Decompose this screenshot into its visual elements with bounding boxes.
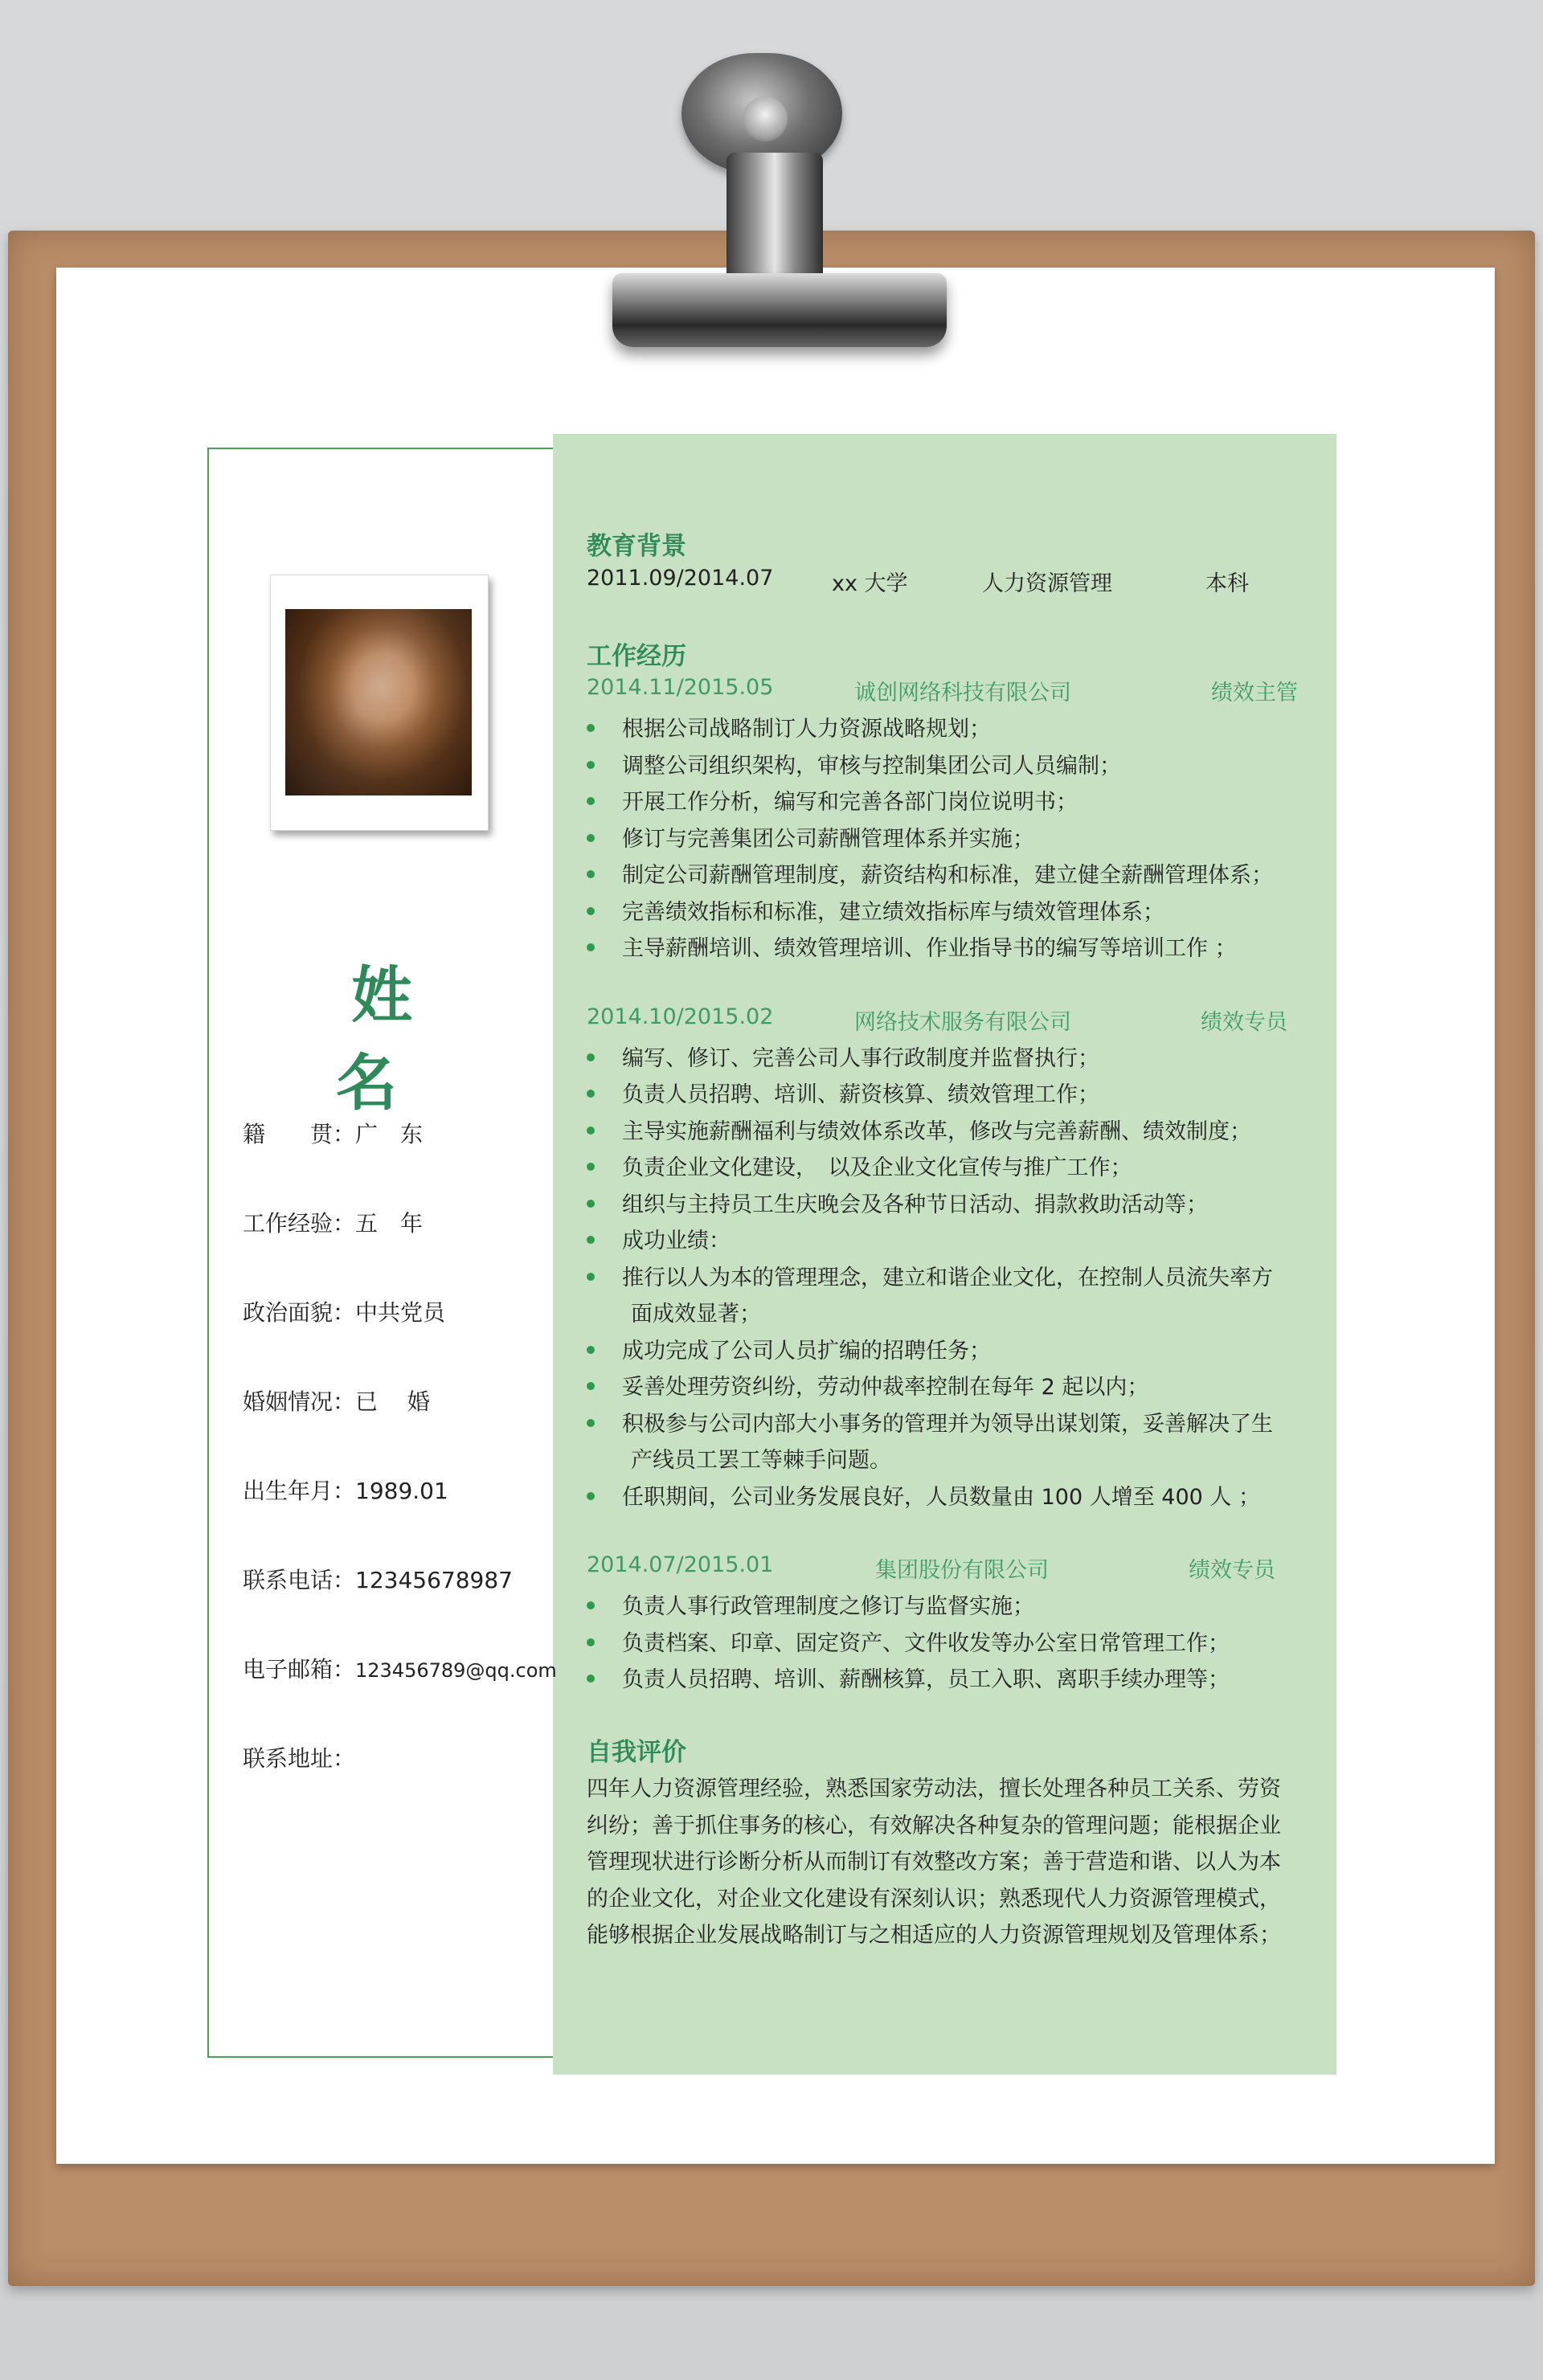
job-duty-item: 编写、修订、完善公司人事行政制度并监督执行；	[587, 1041, 1099, 1072]
job-position: 绩效专员	[1189, 1558, 1275, 1583]
education-major: 人力资源管理	[982, 571, 1112, 596]
education-school: xx 大学	[832, 571, 908, 596]
info-value: 中共党员	[355, 1299, 446, 1326]
info-label: 出生年月：	[243, 1478, 356, 1504]
work-title: 工作经历	[587, 642, 686, 671]
job-position: 绩效专员	[1201, 1010, 1287, 1035]
job-duty-item: 妥善处理劳资纠纷，劳动仲裁率控制在每年 2 起以内；	[587, 1369, 1148, 1401]
job-duty-item: 完善绩效指标和标准，建立绩效指标库与绩效管理体系；	[587, 894, 1164, 926]
job-duty-item: 积极参与公司内部大小事务的管理并为领导出谋划策，妥善解决了生	[587, 1406, 1273, 1437]
job-duty-item: 根据公司战略制订人力资源战略规划；	[587, 711, 991, 742]
info-label: 电子邮箱：	[243, 1656, 356, 1683]
job-period: 2014.11/2015.05	[587, 675, 774, 700]
job-duty-item: 调整公司组织架构，审核与控制集团公司人员编制；	[587, 748, 1121, 779]
job-duty-item: 推行以人为本的管理理念，建立和谐企业文化，在控制人员流失率方	[587, 1260, 1273, 1291]
info-row-email	[243, 1652, 557, 1684]
candidate-name: 姓 名	[336, 959, 443, 1118]
self-evaluation-line: 四年人力资源管理经验，熟悉国家劳动法，擅长处理各种员工关系、劳资	[587, 1777, 1281, 1801]
info-label: 籍 贯：	[243, 1121, 356, 1147]
job-duty-item: 任职期间，公司业务发展良好，人员数量由 100 人增至 400 人 ；	[587, 1479, 1260, 1511]
self-evaluation-line: 的企业文化，对企业文化建设有深刻认识；熟悉现代人力资源管理模式，	[587, 1887, 1281, 1912]
profile-photo	[285, 609, 472, 795]
job-duty-item: 负责人员招聘、培训、薪资核算、绩效管理工作；	[587, 1077, 1099, 1108]
job-period: 2014.10/2015.02	[587, 1004, 774, 1029]
info-value: 五 年	[355, 1210, 424, 1237]
info-label: 婚姻情况：	[243, 1388, 356, 1415]
info-value: 1989.01	[355, 1478, 448, 1504]
info-label: 联系地址：	[243, 1745, 356, 1772]
self-evaluation-line: 纠纷；善于抓住事务的核心，有效解决各种复杂的管理问题；能根据企业	[587, 1814, 1281, 1838]
info-value: 已 婚	[355, 1388, 430, 1415]
profile-photo-frame	[270, 575, 489, 831]
job-duty-item: 主导薪酬培训、绩效管理培训、作业指导书的编写等培训工作 ；	[587, 930, 1237, 962]
job-duty-item: 成功完成了公司人员扩编的招聘任务；	[587, 1333, 991, 1364]
info-row-political	[243, 1295, 445, 1327]
info-value: 12345678987	[355, 1567, 513, 1593]
info-label: 工作经验：	[243, 1210, 356, 1237]
binder-clip-hole	[743, 96, 788, 141]
job-company: 诚创网络科技有限公司	[854, 681, 1071, 705]
job-duty-continuation: 面成效显著；	[631, 1302, 761, 1327]
job-company: 网络技术服务有限公司	[854, 1010, 1071, 1035]
education-title: 教育背景	[587, 532, 686, 561]
info-row-experience	[243, 1206, 423, 1238]
job-duty-item: 负责人事行政管理制度之修订与监督实施；	[587, 1589, 1034, 1620]
job-duty-item: 负责档案、印章、固定资产、文件收发等办公室日常管理工作；	[587, 1626, 1230, 1657]
job-duty-item: 成功业绩：	[587, 1223, 731, 1254]
info-row-phone	[243, 1563, 513, 1595]
info-label: 政治面貌：	[243, 1299, 356, 1326]
education-period: 2011.09/2014.07	[587, 566, 774, 591]
info-row-marital	[243, 1384, 430, 1417]
job-duty-item: 开展工作分析，编写和完善各部门岗位说明书；	[587, 784, 1078, 816]
info-row-address	[243, 1741, 355, 1773]
binder-clip-base	[612, 273, 947, 347]
job-duty-continuation: 产线员工罢工等棘手问题。	[631, 1448, 891, 1473]
self-evaluation-line: 能够根据企业发展战略制订与之相适应的人力资源管理规划及管理体系；	[587, 1923, 1281, 1948]
job-period: 2014.07/2015.01	[587, 1552, 774, 1577]
job-duty-item: 组织与主持员工生庆晚会及各种节日活动、捐款救助活动等；	[587, 1187, 1208, 1218]
info-value: 广 东	[355, 1121, 424, 1147]
self-evaluation-title: 自我评价	[587, 1738, 686, 1767]
info-value: 123456789@qq.com	[355, 1659, 557, 1682]
job-duty-item: 主导实施薪酬福利与绩效体系改革，修改与完善薪酬、绩效制度；	[587, 1114, 1251, 1145]
job-duty-item: 负责企业文化建设， 以及企业文化宣传与推广工作；	[587, 1150, 1132, 1181]
info-label: 联系电话：	[243, 1567, 356, 1593]
info-row-birth	[243, 1474, 448, 1506]
info-row-hometown	[243, 1117, 423, 1149]
job-company: 集团股份有限公司	[875, 1558, 1049, 1583]
education-degree: 本科	[1205, 571, 1249, 596]
self-evaluation-line: 管理现状进行诊断分析从而制订有效整改方案；善于营造和谐、以人为本	[587, 1850, 1281, 1875]
binder-clip-stem	[726, 153, 823, 281]
job-duty-item: 修订与完善集团公司薪酬管理体系并实施；	[587, 821, 1034, 853]
job-position: 绩效主管	[1211, 681, 1298, 705]
job-duty-item: 负责人员招聘、培训、薪酬核算，员工入职、离职手续办理等；	[587, 1662, 1230, 1693]
job-duty-item: 制定公司薪酬管理制度，薪资结构和标准，建立健全薪酬管理体系；	[587, 857, 1273, 889]
